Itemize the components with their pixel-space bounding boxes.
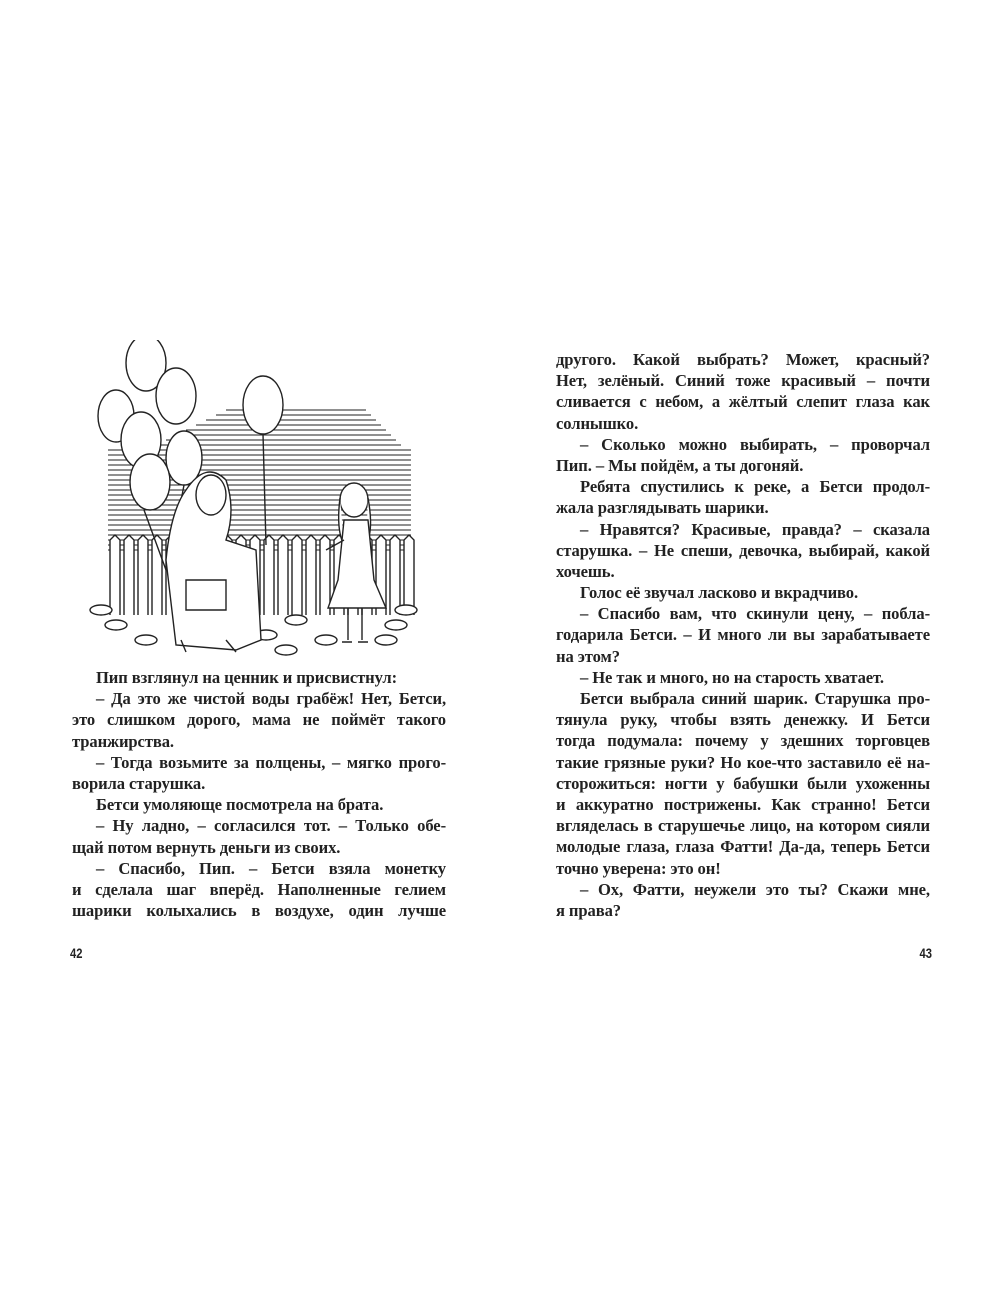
text-line: ворила старушка. <box>72 773 206 793</box>
page-number-right: 43 <box>919 945 932 961</box>
text-line: Пип взглянул на ценник и присвистнул: <box>96 668 398 687</box>
cobblestone <box>90 605 112 615</box>
text-line: – Нравятся? Красивые, правда? – сказала <box>580 519 930 539</box>
right-page-text <box>556 349 930 921</box>
text-line: солнышко. <box>556 413 639 433</box>
text-line: транжирства. <box>72 731 174 751</box>
text-line: Пип. – Мы пойдём, а ты догоняй. <box>556 455 804 475</box>
text-line: тянула руку, чтобы взять денежку. И Бетси <box>556 710 930 730</box>
text-line: – Тогда возьмите за полцены, – мягко прого- <box>96 752 446 772</box>
text-line: – Спасибо вам, что скинули цену, – побла- <box>580 604 930 624</box>
text-line: хочешь. <box>556 561 615 581</box>
illustration-balloon-seller-and-girl <box>86 340 448 658</box>
left-page-text <box>72 667 446 921</box>
fence-picket <box>264 535 274 615</box>
text-line: щай потом вернуть деньги из своих. <box>72 837 341 857</box>
cobblestone <box>395 605 417 615</box>
fence-picket <box>278 535 288 615</box>
text-line: Ребята спустились к реке, а Бетси продол- <box>580 477 930 497</box>
fence-picket <box>390 535 400 615</box>
fence-picket <box>404 535 414 615</box>
text-line: Голос её звучал ласково и вкрадчиво. <box>580 583 859 603</box>
text-line: – Не так и много, но на старость хватает. <box>580 667 884 687</box>
text-line: годарила Бетси. – И много ли вы зарабатываете <box>556 625 930 645</box>
text-line: на этом? <box>556 646 620 666</box>
cobblestone <box>275 645 297 655</box>
text-line: – Спасибо, Пип. – Бетси взяла монетку <box>96 858 446 878</box>
fence-picket <box>124 535 134 615</box>
text-line: и сделала шаг вперёд. Наполненные гелием <box>72 879 446 899</box>
fence-picket <box>320 535 330 615</box>
cobblestone <box>105 620 127 630</box>
text-line: – Ох, Фатти, неужели это ты? Скажи мне, <box>580 879 930 899</box>
text-line: Нет, зелёный. Синий тоже красивый – почти <box>556 371 930 391</box>
text-line: я права? <box>556 900 621 920</box>
text-line: тогда подумала: почему у здешних торговцев <box>556 731 930 751</box>
text-line: молодые глаза, глаза Фатти! Да-да, теперь Бетси <box>556 837 930 857</box>
text-line: шарики колыхались в воздухе, один лучше <box>72 901 446 921</box>
text-line: – Ну ладно, – согласился тот. – Только обе- <box>96 816 446 836</box>
cobblestone <box>315 635 337 645</box>
text-line: и аккуратно пострижены. Как странно! Бетси <box>556 794 930 814</box>
text-line: вгляделась в старушечье лицо, на котором сияли <box>556 816 930 836</box>
text-line: старушка. – Не спеши, девочка, выбирай, какой <box>556 540 930 560</box>
cobblestone <box>385 620 407 630</box>
text-line: жала разглядывать шарики. <box>556 498 769 518</box>
text-line: это слишком дорого, мама не поймёт такого <box>72 710 446 730</box>
text-line: сливается с небом, а жёлтый слепит глаза как <box>556 392 930 412</box>
text-line: Бетси умоляюще посмотрела на брата. <box>96 795 384 815</box>
text-line: точно уверена: это он! <box>556 858 721 878</box>
text-line: сторожиться: ногти у бабушки были ухоженны <box>556 773 930 793</box>
text-line: – Сколько можно выбирать, – проворчал <box>580 434 930 454</box>
fence-picket <box>138 535 148 615</box>
fence-picket <box>110 535 120 615</box>
cobblestone <box>135 635 157 645</box>
text-line: – Да это же чистой воды грабёж! Нет, Бетси, <box>96 689 446 709</box>
fence-picket <box>306 535 316 615</box>
cobblestone <box>285 615 307 625</box>
old-woman-figure <box>166 472 261 652</box>
cobblestone <box>375 635 397 645</box>
text-line: Бетси выбрала синий шарик. Старушка про- <box>580 689 930 708</box>
text-line: другого. Какой выбрать? Может, красный? <box>556 350 930 369</box>
fence-picket <box>292 535 302 615</box>
page-number-left: 42 <box>70 945 83 961</box>
text-line: такие грязные руки? Но кое-что заставило её на- <box>556 752 930 772</box>
